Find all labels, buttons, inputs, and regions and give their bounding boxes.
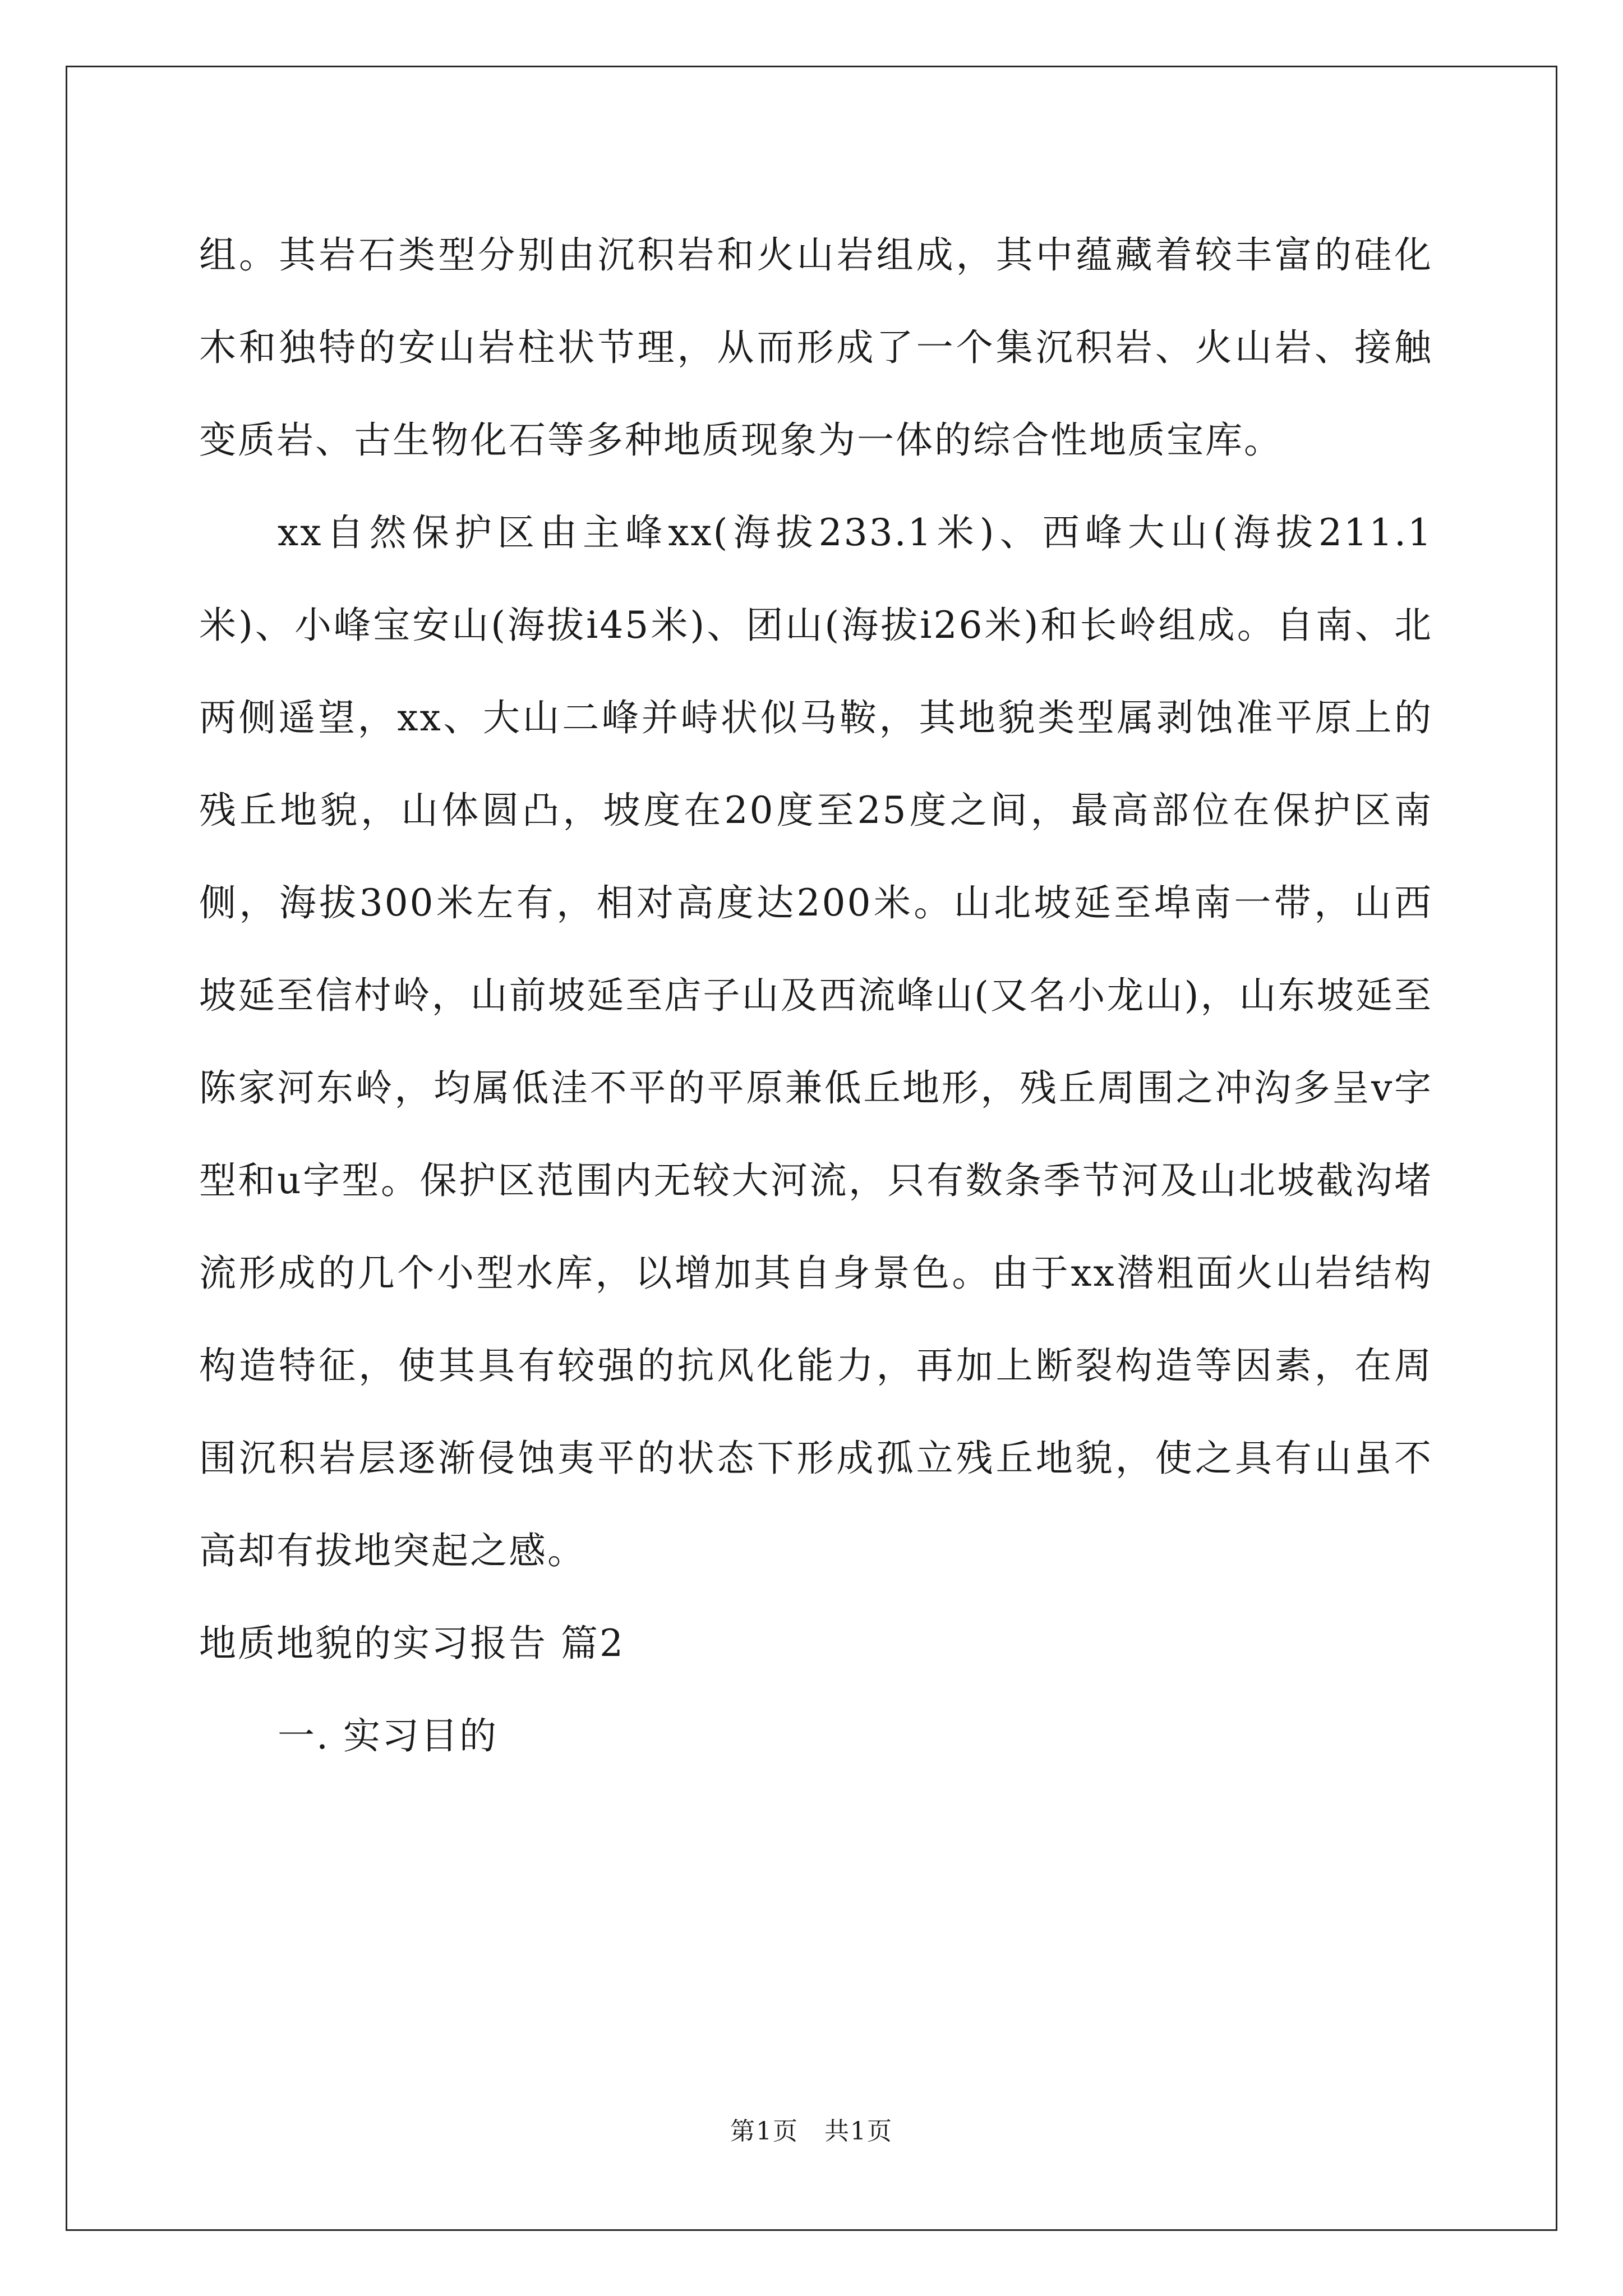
page-footer: 第1页 共1页 bbox=[730, 2117, 893, 2146]
subheading: 一. 实习目的 bbox=[278, 1714, 498, 1757]
section-heading: 地质地貌的实习报告 篇2 bbox=[199, 1622, 625, 1665]
paragraph-1: 组。其岩石类型分别由沉积岩和火山岩组成，其中蕴藏着较丰富的硅化木和独特的安山岩柱状节理，从而形成了一个集沉积岩、火山岩、接触变质岩、古生物化石等多种地质现象为一体的综合性地质宝库。 bbox=[199, 233, 1433, 462]
paragraph-2: xx自然保护区由主峰xx(海拔233.1米)、西峰大山(海拔211.1米)、小峰宝安山(海拔i45米)、团山(海拔i26米)和长岭组成。自南、北两侧遥望，xx、大山二峰并峙状似马鞍，其地貌类型属剥蚀准平原上的残丘地貌，山体圆凸，坡度在20度至25度之间，最高部位在保护区南侧，海拔300米左有，相对高度达200米。山北坡延至埠南一带，山西坡延至信村岭，山前坡延至店子山及西流峰山(又名小龙山)，山东坡延至陈家河东岭，均属低洼不平的平原兼低丘地形，残丘周围之冲沟多呈v字型和u字型。保护区范围内无较大河流，只有数条季节河及山北坡截沟堵流形成的几个小型水库，以增加其自身景色。由于xx潜粗面火山岩结构构造特征，使其具有较强的抗风化能力，再加上断裂构造等因素，在周围沉积岩层逐渐侵蚀夷平的状态下形成孤立残丘地貌，使之具有山虽不高却有拔地突起之感。 bbox=[199, 511, 1433, 1572]
document-body bbox=[199, 209, 1433, 1782]
